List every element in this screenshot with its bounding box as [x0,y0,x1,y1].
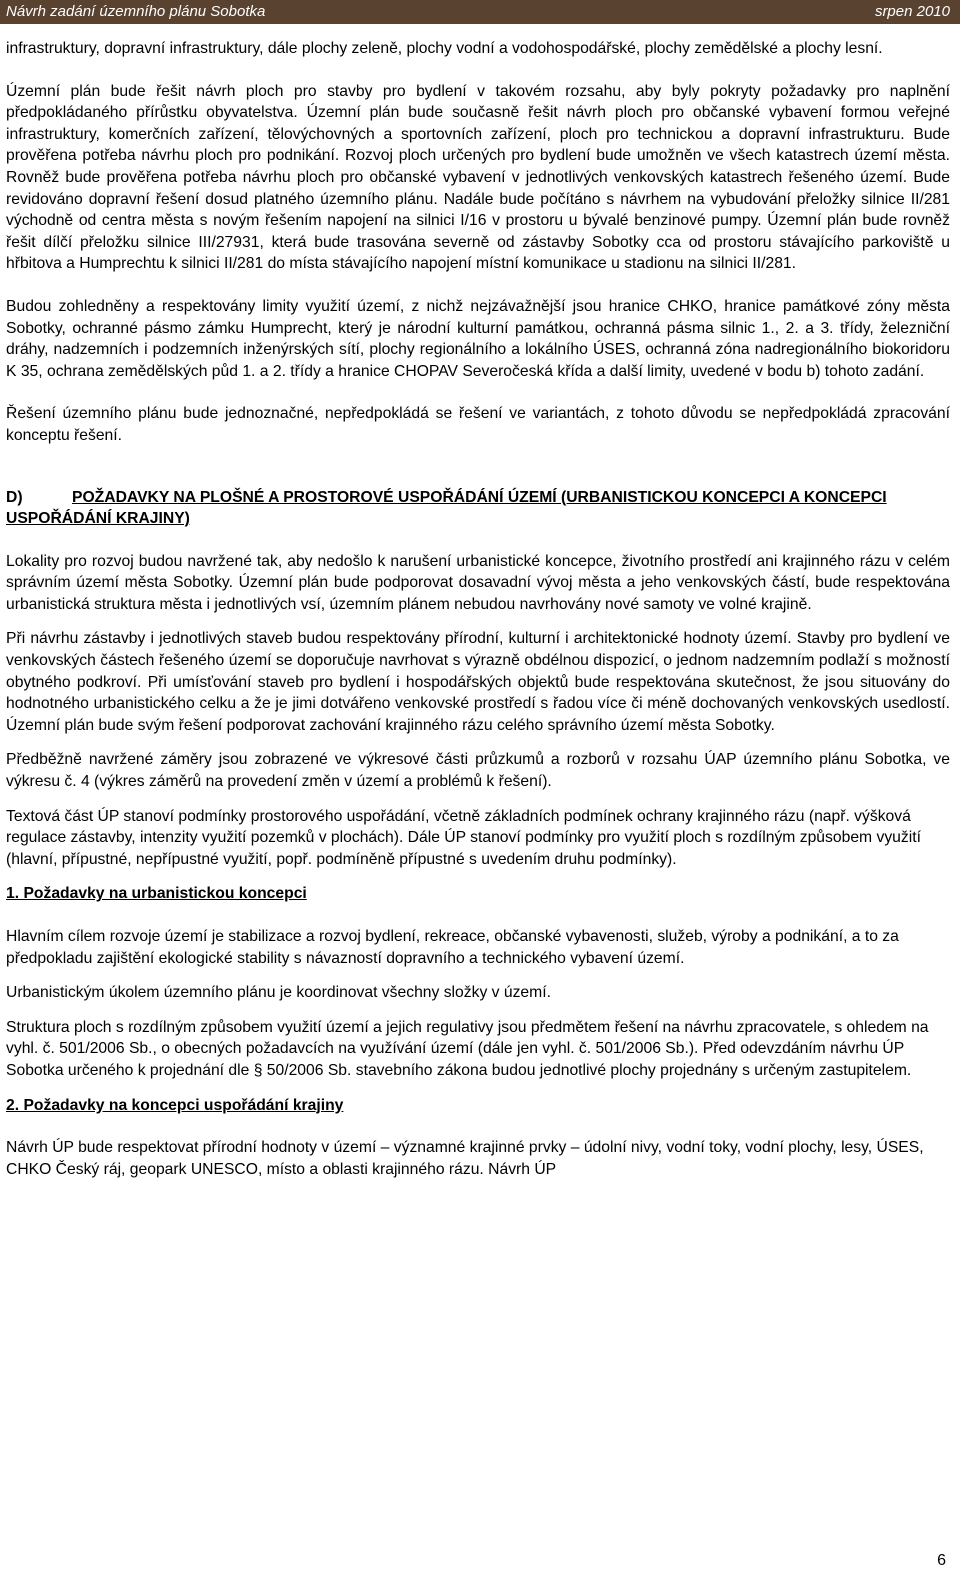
paragraph-3: Budou zohledněny a respektovány limity využití území, z nichž nejzávažnější jsou hranice CHKO, hranice památkové zóny města Sobotky, ochranné pásmo zámku Humprecht, který je národní kulturní památkou, ochranná pásma silnic 1., 2. a 3. třídy, železniční dráhy, nadzemních i podzemních inženýrských sítí, plochy regionálního a lokálního ÚSES, ochranná zóna nadregionálního biokoridoru K 35, ochrana zemědělských půd 1. a 2. třídy a hranice CHOPAV Severočeská křída a další limity, uvedené v bodu b) tohoto zadání. [6,297,950,380]
paragraph-5: Lokality pro rozvoj budou navržené tak, aby nedošlo k narušení urbanistické koncepce, životního prostředí ani krajinného rázu v celém správním území města Sobotky. Územní plán bude podporovat dosavadní vývoj města a jeho venkovských částí, bude respektována urbanistická struktura města i jednotlivých vsí, územním plánem nebudou navrhovány nové samoty ve volné krajině. [6,552,950,613]
paragraph-2: Územní plán bude řešit návrh ploch pro stavby pro bydlení v takovém rozsahu, aby byly pokryty požadavky pro naplnění předpokládaného přírůstku obyvatelstva. Územní plán bude současně řešit návrh ploch pro občanské vybavení formou veřejné infrastruktury, komerčních zařízení, tělovýchovných a sportovních zařízení, ploch pro technickou a dopravní infrastrukturu. Bude prověřena potřeba návrhu ploch pro podnikání. Rozvoj ploch určených pro bydlení bude umožněn ve všech katastrech území města. Rovněž bude prověřena potřeba návrhu ploch pro občanské vybavení v jednotlivých venkovských katastrech řešeného území. Bude revidováno dopravní řešení dosud platného územního plánu. Nadále bude počítáno s návrhem na vybudování přeložky silnice II/281 východně od centra města s novým řešením napojení na silnici I/16 v prostoru u bývalé benzinové pumpy. Územní plán bude rovněž řešit dílčí přeložku silnice III/27931, která bude trasována severně od zástavby Sobotky cca od prostoru stávajícího parkoviště u hřbitova a Humprechtu k silnici II/281 do místa stávajícího napojení místní komunikace u stadionu na silnici II/281. [6,82,950,273]
paragraph-12: Návrh ÚP bude respektovat přírodní hodnoty v území – významné krajinné prvky – údolní nivy, vodní toky, vodní plochy, lesy, ÚSES, CHKO Český ráj, geopark UNESCO, místo a oblasti krajinného rázu. Návrh ÚP [6,1139,924,1178]
paragraph-10: Urbanistickým úkolem územního plánu je koordinovat všechny složky v území. [6,984,551,1002]
paragraph-1: infrastruktury, dopravní infrastruktury, dále plochy zeleně, plochy vodní a vodohospodářské, plochy zemědělské a plochy lesní. [6,40,883,57]
heading-urbanistic-concept: 1. Požadavky na urbanistickou koncepci [6,885,307,903]
document-body [6,38,950,1201]
section-d-title: POŽADAVKY NA PLOŠNÉ A PROSTOROVÉ USPOŘÁDÁNÍ ÚZEMÍ (URBANISTICKOU KONCEPCI A KONCEPCI USPOŘÁDÁNÍ KRAJINY) [6,488,887,528]
section-d-letter: D) [6,488,23,506]
page-number: 6 [937,1552,946,1569]
document-date: srpen 2010 [874,3,950,20]
page-header [0,0,960,24]
paragraph-4: Řešení územního plánu bude jednoznačné, nepředpokládá se řešení ve variantách, z tohoto důvodu se nepředpokládá zpracování konceptu řešení. [6,405,950,444]
paragraph-7: Předběžně navržené záměry jsou zobrazené ve výkresové části průzkumů a rozborů v rozsahu ÚAP územního plánu Sobotka, ve výkresu č. 4 (výkres záměrů na provedení změn v území a problémů k řešení). [6,751,950,791]
document-title: Návrh zadání územního plánu Sobotka [6,3,266,20]
heading-landscape-concept: 2. Požadavky na koncepci uspořádání krajiny [6,1096,344,1114]
paragraph-9: Hlavním cílem rozvoje území je stabilizace a rozvoj bydlení, rekreace, občanské vybavenosti, služeb, výroby a podnikání, a to za předpokladu zajištění ekologické stability s návazností dopravního a technického vybavení území. [6,928,899,967]
paragraph-11: Struktura ploch s rozdílným způsobem využití území a jejich regulativy jsou předmětem řešení na návrhu zpracovatele, s ohledem na vyhl. č. 501/2006 Sb., o obecných požadavcích na využívání území (dále jen vyhl. č. 501/2006 Sb.). Před odevzdáním návrhu ÚP Sobotka určeného k projednání dle § 50/2006 Sb. stavebního zákona budou jednotlivé plochy projednány s určeným zastupitelem. [6,1018,929,1079]
paragraph-6: Při návrhu zástavby i jednotlivých staveb budou respektovány přírodní, kulturní i architektonické hodnoty území. Stavby pro bydlení ve venkovských částech řešeného území se doporučuje navrhovat s výrazně obdélnou dispozicí, o jednom nadzemním podlaží s možností obytného podkroví. Při umísťování staveb pro bydlení i hospodářských objektů bude respektována skutečnost, že jsou situovány do hodnotného urbanistického celku a že je jimi dotvářeno venkovské prostředí s řadou více či méně dochovaných venkovských usedlostí. Územní plán bude svým řešení podporovat zachování krajinného rázu celého správního území města Sobotky. [6,630,950,734]
paragraph-8: Textová část ÚP stanoví podmínky prostorového uspořádání, včetně základních podmínek ochrany krajinného rázu (např. výšková regulace zástavby, intenzity využití pozemků v plochách). Dále ÚP stanoví podmínky pro využití ploch s rozdílným způsobem využití (hlavní, přípustné, nepřípustné využití, popř. podmíněně přípustné s uvedením druhu podmínky). [6,807,921,868]
section-d-heading [6,487,950,530]
